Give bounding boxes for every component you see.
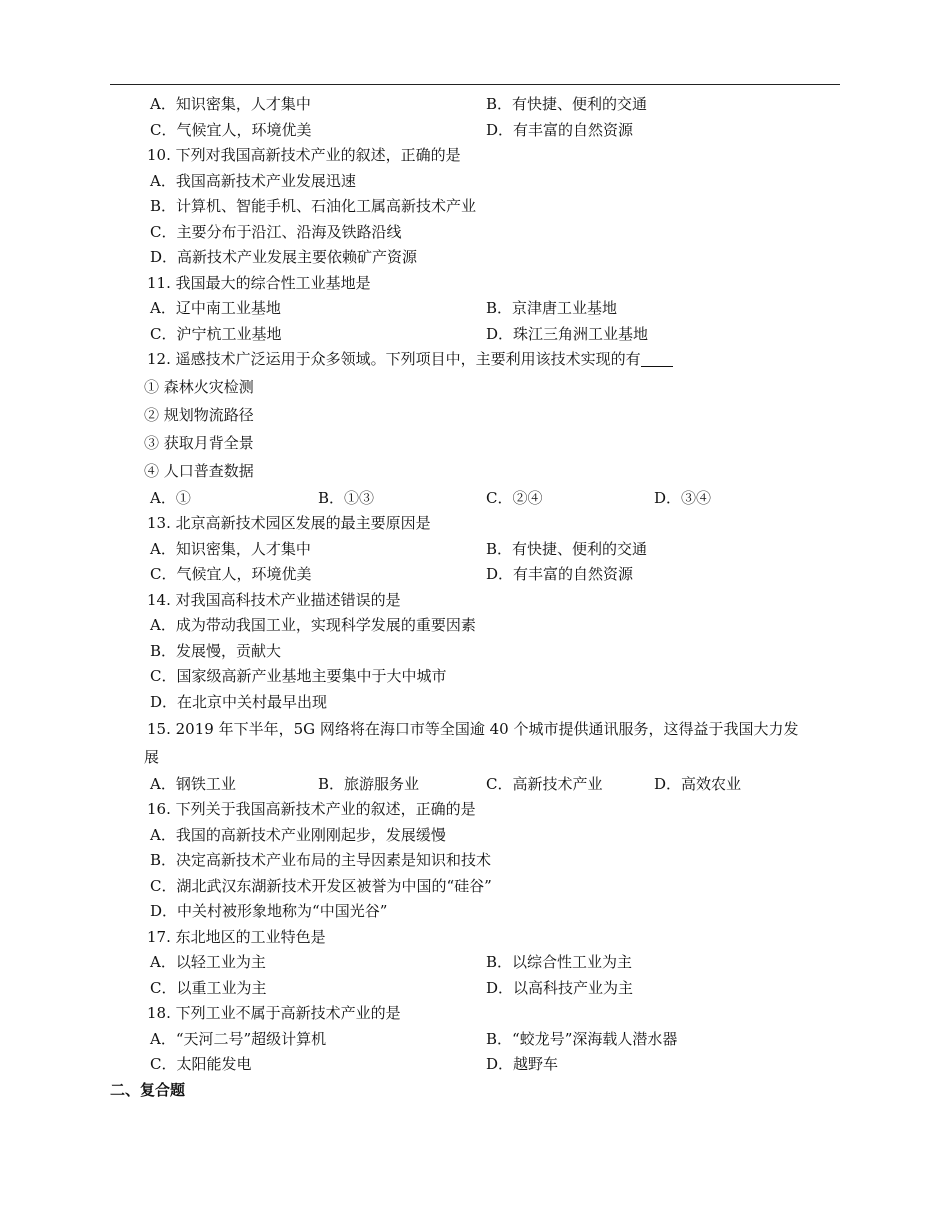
- q15-option-d[interactable]: D．高效农业: [654, 774, 742, 793]
- question-15-stem: 15. 2019 年下半年，5G 网络将在海口市等全国逾 40 个城市提供通讯服务，这得益于我国大力发: [147, 720, 799, 739]
- q18-option-c[interactable]: C．太阳能发电: [150, 1055, 252, 1074]
- q9-option-d[interactable]: D．有丰富的自然资源: [486, 120, 634, 139]
- q10-option-c[interactable]: C．主要分布于沿江、沿海及铁路沿线: [150, 222, 402, 241]
- q13-option-d[interactable]: D．有丰富的自然资源: [486, 565, 634, 584]
- q12-item-2: ② 规划物流路径: [144, 405, 254, 424]
- q11-option-c[interactable]: C．沪宁杭工业基地: [150, 324, 282, 343]
- question-15-options-row: [110, 772, 840, 798]
- q12-item-4: ④ 人口普查数据: [144, 462, 254, 481]
- q12-option-d[interactable]: D．③④: [654, 488, 712, 507]
- question-17-options-row-2: [110, 976, 840, 1002]
- q9-option-b[interactable]: B．有快捷、便利的交通: [486, 95, 648, 113]
- question-17-stem: 17. 东北地区的工业特色是: [147, 927, 326, 946]
- q10-option-d[interactable]: D．高新技术产业发展主要依赖矿产资源: [150, 248, 418, 266]
- q16-option-a[interactable]: A．我国的高新技术产业刚刚起步，发展缓慢: [150, 825, 446, 844]
- question-12-stem: [110, 347, 840, 373]
- q9-option-c[interactable]: C．气候宜人，环境优美: [150, 120, 312, 139]
- q10-option-a[interactable]: A．我国高新技术产业发展迅速: [150, 171, 356, 190]
- q14-option-c[interactable]: C．国家级高新产业基地主要集中于大中城市: [150, 667, 447, 686]
- q17-option-b[interactable]: B．以综合性工业为主: [486, 953, 633, 972]
- question-9-options-row-1: [110, 92, 840, 118]
- q16-option-b[interactable]: B．决定高新技术产业布局的主导因素是知识和技术: [150, 851, 492, 870]
- q11-option-a[interactable]: A．辽中南工业基地: [150, 299, 281, 317]
- question-18-options-row-1: [110, 1027, 840, 1053]
- q14-option-d[interactable]: D．在北京中关村最早出现: [150, 692, 328, 711]
- question-18-stem: 18. 下列工业不属于高新技术产业的是: [147, 1004, 401, 1023]
- question-16-stem: 16. 下列关于我国高新技术产业的叙述，正确的是: [147, 800, 476, 819]
- q12-option-c[interactable]: C．②④: [486, 488, 543, 507]
- q15-option-c[interactable]: C．高新技术产业: [486, 774, 603, 793]
- q17-option-d[interactable]: D．以高科技产业为主: [486, 978, 634, 997]
- question-13-options-row-2: [110, 562, 840, 588]
- question-13-stem: 13. 北京高新技术园区发展的最主要原因是: [147, 514, 431, 533]
- question-9-options-row-2: [110, 118, 840, 144]
- q17-option-a[interactable]: A．以轻工业为主: [150, 953, 266, 972]
- q12-stem-text: 12. 遥感技术广泛运用于众多领域。下列项目中，主要利用该技术实现的有: [147, 350, 641, 368]
- question-12-options-row: [110, 486, 840, 512]
- question-11-options-row-2: [110, 322, 840, 348]
- question-10-stem: 10. 下列对我国高新技术产业的叙述，正确的是: [147, 146, 461, 164]
- q12-option-a[interactable]: A．①: [150, 488, 191, 507]
- q18-option-b[interactable]: B．“蛟龙号”深海载人潜水器: [486, 1029, 678, 1048]
- q12-option-b[interactable]: B．①③: [318, 488, 375, 507]
- q15-option-b[interactable]: B．旅游服务业: [318, 774, 420, 793]
- q14-option-b[interactable]: B．发展慢，贡献大: [150, 641, 282, 660]
- q12-item-1: ① 森林火灾检测: [144, 377, 254, 396]
- q13-option-c[interactable]: C．气候宜人，环境优美: [150, 565, 312, 584]
- q16-option-d[interactable]: D．中关村被形象地称为“中国光谷”: [150, 902, 388, 921]
- question-13-options-row-1: [110, 537, 840, 563]
- q16-option-c[interactable]: C．湖北武汉东湖新技术开发区被誉为中国的“硅谷”: [150, 876, 492, 895]
- q15-option-a[interactable]: A．钢铁工业: [150, 774, 236, 793]
- q18-option-d[interactable]: D．越野车: [486, 1055, 559, 1074]
- q10-option-b[interactable]: B．计算机、智能手机、石油化工属高新技术产业: [150, 197, 477, 215]
- question-14-stem: 14. 对我国高科技术产业描述错误的是: [147, 590, 401, 609]
- question-15-stem-continued: 展: [144, 748, 160, 767]
- q14-option-a[interactable]: A．成为带动我国工业，实现科学发展的重要因素: [150, 616, 476, 635]
- q13-option-b[interactable]: B．有快捷、便利的交通: [486, 539, 648, 558]
- q11-option-d[interactable]: D．珠江三角洲工业基地: [486, 324, 649, 343]
- q11-option-b[interactable]: B．京津唐工业基地: [486, 299, 618, 317]
- question-11-options-row-1: [110, 296, 840, 322]
- question-sheet: [110, 92, 840, 1103]
- q17-option-c[interactable]: C．以重工业为主: [150, 978, 267, 997]
- question-18-options-row-2: [110, 1052, 840, 1078]
- section-2-heading: 二、复合题: [110, 1080, 186, 1099]
- question-17-options-row-1: [110, 950, 840, 976]
- q18-option-a[interactable]: A．“天河二号”超级计算机: [150, 1029, 327, 1048]
- question-11-stem: 11. 我国最大的综合性工业基地是: [147, 273, 371, 292]
- answer-blank: [641, 350, 673, 367]
- q12-item-3: ③ 获取月背全景: [144, 434, 254, 453]
- q9-option-a[interactable]: A．知识密集，人才集中: [150, 95, 311, 113]
- header-rule: [110, 84, 840, 85]
- q13-option-a[interactable]: A．知识密集，人才集中: [150, 539, 311, 558]
